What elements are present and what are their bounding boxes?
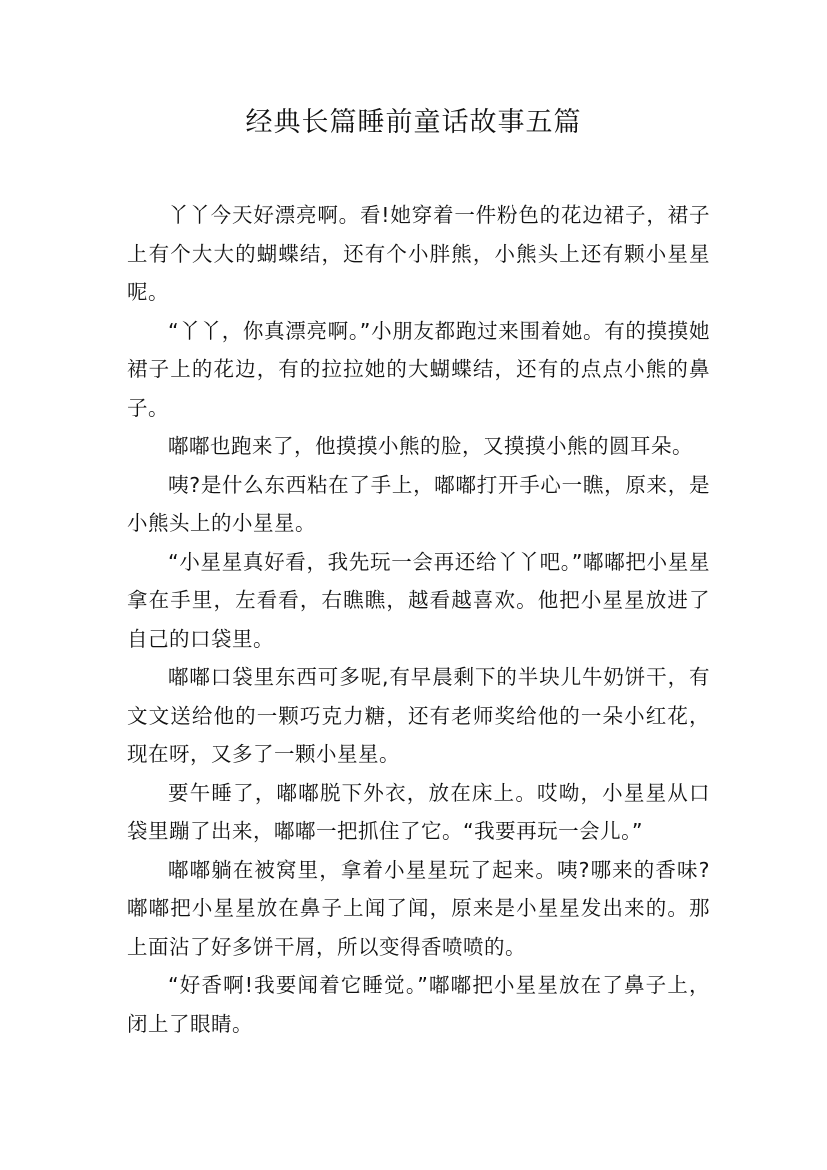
document-body [127,196,710,1043]
paragraph: 丫丫今天好漂亮啊。看!她穿着一件粉色的花边裙子，裙子上有个大大的蝴蝶结，还有个小胖熊，小熊头上还有颗小星星呢。 [127,203,710,304]
paragraph: 嘟嘟躺在被窝里，拿着小星星玩了起来。咦?哪来的香味?嘟嘟把小星星放在鼻子上闻了闻，原来是小星星发出来的。那上面沾了好多饼干屑，所以变得香喷喷的。 [127,857,710,959]
paragraph: 要午睡了，嘟嘟脱下外衣，放在床上。哎呦，小星星从口袋里蹦了出来，嘟嘟一把抓住了它。“我要再玩一会儿。” [127,780,710,843]
document-title: 经典长篇睡前童话故事五篇 [245,107,582,138]
paragraph: 咦?是什么东西粘在了手上，嘟嘟打开手心一瞧，原来，是小熊头上的小星星。 [127,472,710,535]
paragraph: “好香啊!我要闻着它睡觉。”嘟嘟把小星星放在了鼻子上，闭上了眼睛。 [127,973,710,1036]
paragraph: “丫丫，你真漂亮啊。”小朋友都跑过来围着她。有的摸摸她裙子上的花边，有的拉拉她的大蝴蝶结，还有的点点小熊的鼻子。 [127,318,710,420]
paragraph: “小星星真好看，我先玩一会再还给丫丫吧。”嘟嘟把小星星拿在手里，左看看，右瞧瞧，越看越喜欢。他把小星星放进了自己的口袋里。 [127,549,710,651]
paragraph: 嘟嘟口袋里东西可多呢,有早晨剩下的半块儿牛奶饼干，有文文送给他的一颗巧克力糖，还有老师奖给他的一朵小红花，现在呀，又多了一颗小星星。 [127,665,710,766]
paragraph: 嘟嘟也跑来了，他摸摸小熊的脸，又摸摸小熊的圆耳朵。 [168,434,693,458]
